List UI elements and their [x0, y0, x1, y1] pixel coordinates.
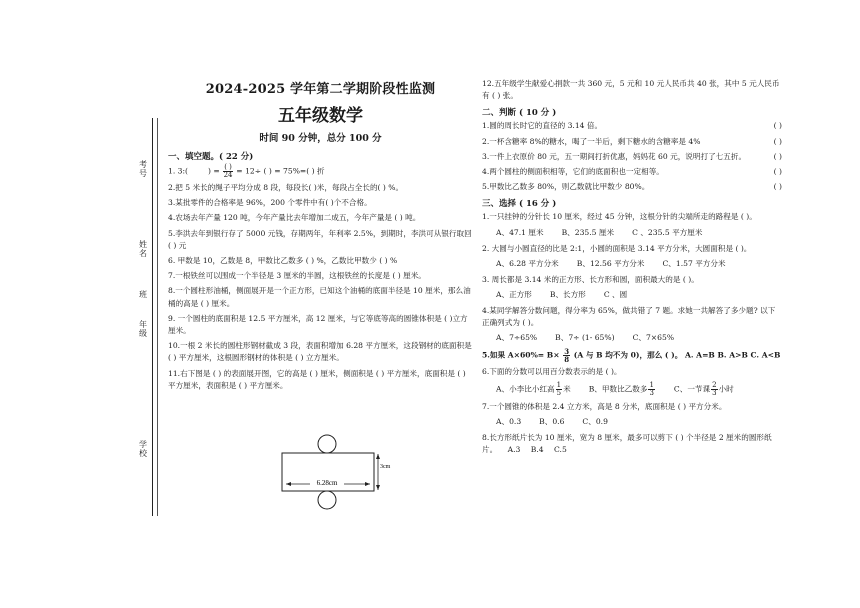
- judge-1: 1.圆的周长时它的直径的 3.14 倍。 ( ): [482, 121, 782, 131]
- question-7: 7.一根铁丝可以围成一个半径是 3 厘米的半圆，这根铁丝的长度是 ( ) 厘米。: [168, 271, 426, 281]
- section-fill-blank: 一、填空题。( 22 分): [168, 152, 254, 162]
- cylinder-net-figure: [272, 434, 392, 520]
- fraction: $\frac{3}{8}$: [564, 347, 570, 365]
- choice-7-options: A、0.3 B、0.6 C、0.9: [496, 416, 608, 426]
- choice-6: 6.下面的分数可以用百分数表示的是 ( )。: [482, 367, 622, 377]
- label-kaohao: 考号: [139, 160, 147, 178]
- binding-line-inner: [157, 118, 158, 516]
- choice-2: 2. 大圆与小圆直径的比是 2:1，小圆的面积是 3.14 平方分米，大圆面积是 ( )。: [482, 243, 752, 253]
- question-5: 5.李洪去年到银行存了 5000 元钱，存期两年，年利率 2.5%，到期时，李洪可从银行取回 ( ) 元: [168, 228, 472, 250]
- exam-time-score: 时间 90 分钟，总分 100 分: [259, 133, 382, 144]
- choice-5: 5.如果 A×60%= B× $\frac{3}{8}$ (A 与 B 均不为 0)，那么 ( )。 A. A=B B. A>B C. A<B: [482, 347, 781, 365]
- fraction: $\frac{( )}{24}$: [223, 163, 233, 179]
- question-9: 9. 一个圆柱的底面积是 12.5 平方厘米，高 12 厘米，与它等底等高的圆锥体积是 ( )立方厘米。: [168, 313, 468, 336]
- choice-3-options: A、正方形 B、长方形 C 、圆: [496, 290, 628, 300]
- choice-2-options: A、6.28 平方分米 B、12.56 平方分米 C、1.57 平方分米: [496, 258, 726, 268]
- section-judge: 二、判断 ( 10 分 ): [482, 108, 557, 119]
- exam-subject: 五年级数学: [278, 106, 363, 126]
- fig-height-label: 3cm: [380, 464, 391, 470]
- exam-title: 2024-2025 学年第二学期阶段性监测: [205, 82, 436, 97]
- question-12: 12.五年级学生献爱心捐款一共 360 元，5 元和 10 元人民币共 40 张，其中 5 元人民币有 ( ) 张。: [482, 79, 780, 101]
- choice-3: 3. 周长都是 3.14 米的正方形、长方形和圆，面积最大的是 ( )。: [482, 274, 699, 284]
- label-xuexiao: 学校: [139, 440, 147, 458]
- binding-line: [152, 118, 153, 516]
- judge-2: 2.一杯含糖率 8%的糖水，喝了一半后，剩下糖水的含糖率是 4% ( ): [482, 136, 782, 146]
- question-11: 11.右下图是 ( ) 的表面展开图，它的高是 ( ) 厘米，侧面积是 ( ) 平方厘米，底面积是 ( ) 平方厘米，表面积是 ( ) 平方厘米。: [168, 368, 466, 390]
- judge-5: 5.甲数比乙数多 80%，则乙数就比甲数少 80%。 ( ): [482, 182, 782, 192]
- choice-4: 4.某同学解答分数问题，得分率为 65%，做共错了 7 题。求她一共解答了多少题? 以下正确列式为 ( )。: [482, 306, 776, 328]
- choice-8: 8.长方形纸片长为 10 厘米，宽为 8 厘米，最多可以剪下 ( ) 个半径是 2 厘米的圆形纸片。 A.3 B.4 C.5: [482, 432, 772, 455]
- choice-6-options: A、小李比小红高 $\frac{1}{5}$ 米 B、甲数比乙数多 $\frac{1}{3}$ C、一节课 $\frac{2}{3}$ 小时: [496, 380, 734, 397]
- section-choice: 三、选择 ( 16 分 ): [482, 199, 557, 210]
- question-1: 1. 3:( ) = $\frac{( )}{24}$ = 12÷ ( ) = 75%=( ) 折: [168, 163, 325, 179]
- question-3: 3.某批零件的合格率是 96%，200 个零件中有( )个不合格。: [168, 198, 372, 208]
- label-nianji: 年级: [139, 320, 147, 338]
- fig-width-label: 6.28cm: [316, 479, 338, 487]
- label-xingming: 姓名: [139, 240, 147, 258]
- question-10: 10.一根 2 米长的圆柱形钢材截成 3 段，表面积增加 6.28 平方厘米，这段钢材的底面积是 ( ) 平方厘米，这根圆形钢材的体积是 ( ) 立方厘米。: [168, 341, 472, 363]
- choice-1: 1.一只挂钟的分针长 10 厘米，经过 45 分钟，这根分针的尖端所走的路程是 ( )。: [482, 212, 757, 222]
- question-2: 2.把 5 米长的绳子平均分成 8 段，每段长( )米，每段占全长的( ) %。: [168, 183, 404, 192]
- left-column: [168, 78, 473, 395]
- label-ban: 班: [139, 290, 147, 299]
- question-4: 4.农场去年产量 120 吨，今年产量比去年增加二成五，今年产量是 ( ) 吨。: [168, 213, 421, 223]
- question-8: 8.一个圆柱形油桶，侧面展开是一个正方形，已知这个油桶的底面半径是 10 厘米，那么油桶的高是 ( ) 厘米。: [168, 286, 471, 308]
- right-column: [482, 78, 782, 459]
- judge-4: 4.两个圆柱的侧面积相等，它们的底面积也一定相等。 ( ): [482, 167, 782, 177]
- choice-7: 7.一个圆锥的体积是 2.4 立方米，高是 8 分米，底面积是 ( ) 平方分米。: [482, 401, 727, 411]
- choice-1-options: A、47.1 厘米 B、235.5 厘米 C 、235.5 平方厘米: [496, 227, 703, 237]
- judge-3: 3.一件上衣原价 80 元，五一期间打折优惠，妈妈花 60 元，说明打了七五折。 ( ): [482, 151, 782, 161]
- choice-4-options: A、7÷65% B、7÷ (1- 65%) C、7×65%: [496, 333, 675, 343]
- question-6: 6. 甲数是 10，乙数是 8，甲数比乙数多 ( ) %，乙数比甲数少 ( ) %: [168, 256, 398, 266]
